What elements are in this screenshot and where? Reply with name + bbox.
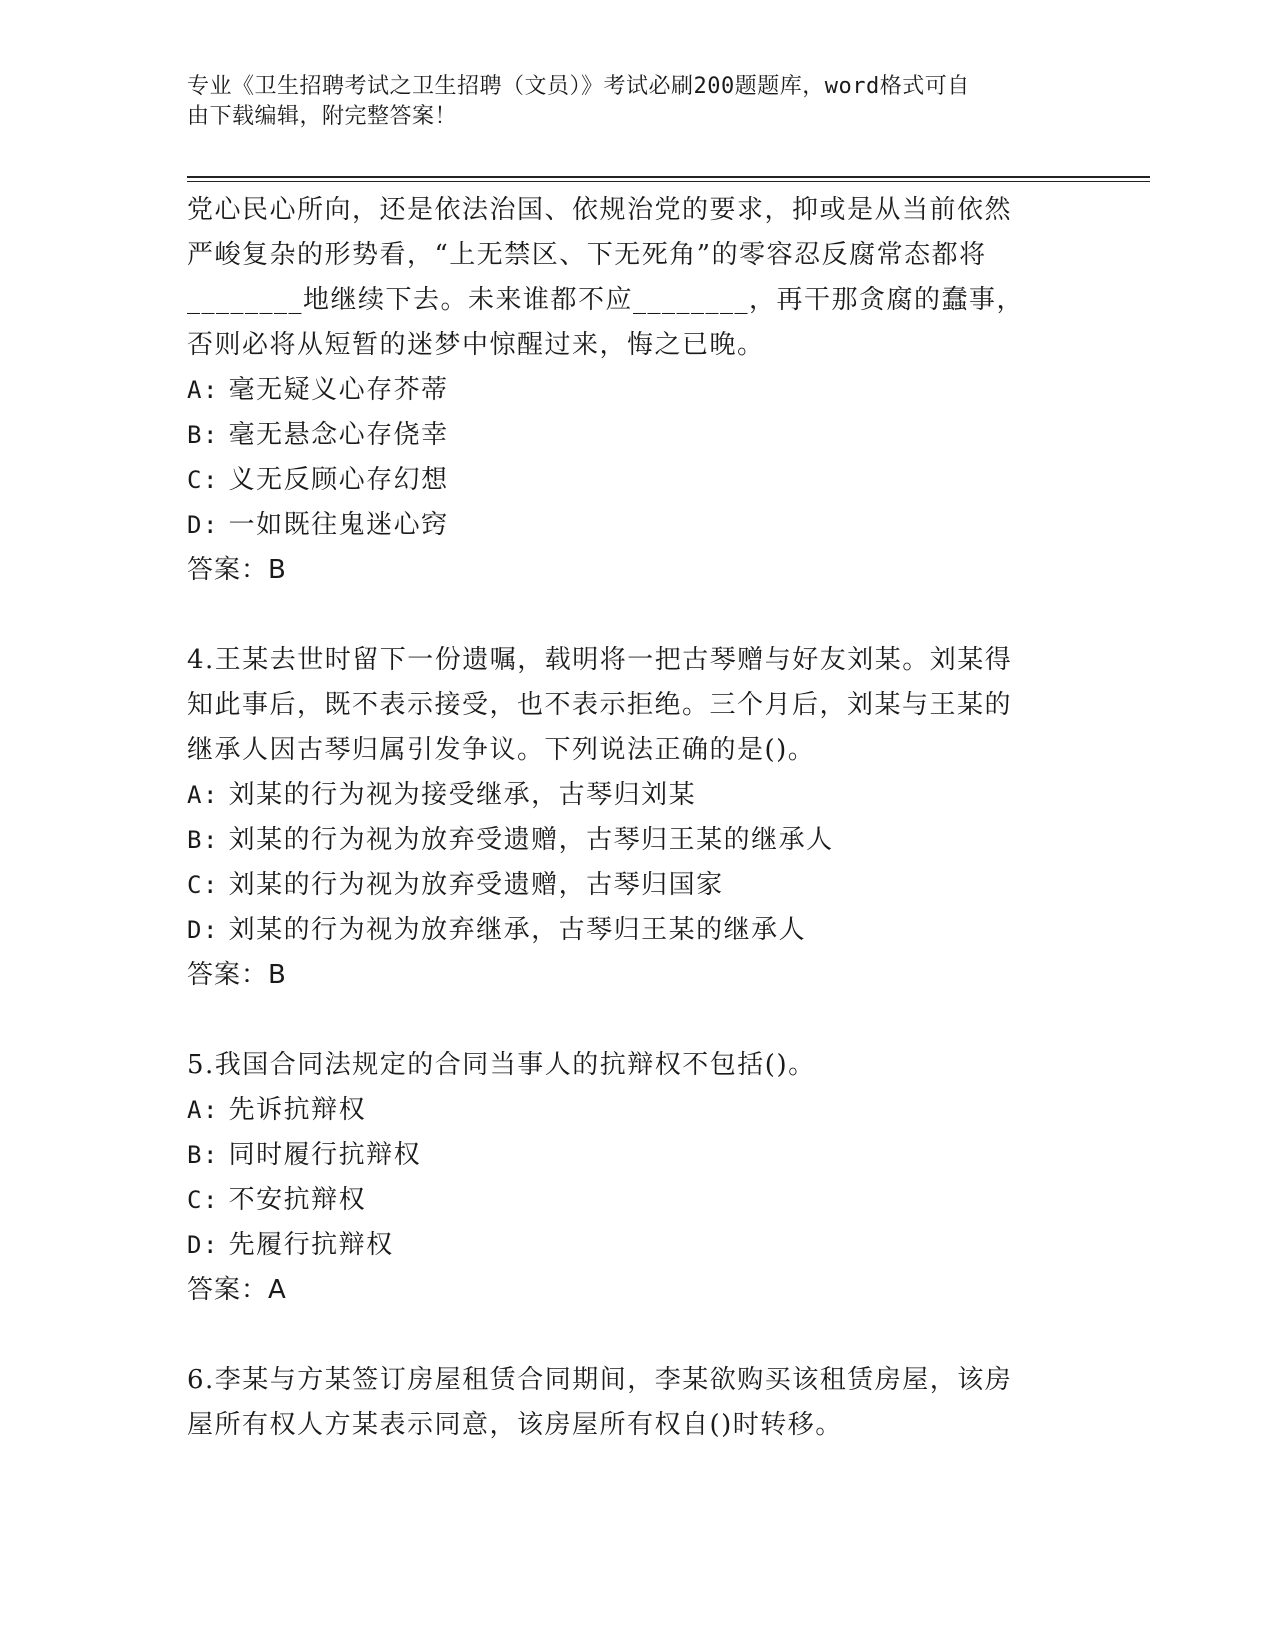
option-c <box>187 458 1067 503</box>
spacer <box>187 998 1067 1043</box>
option-text: 不安抗辩权 <box>228 1185 367 1215</box>
question-text-line: 知此事后，既不表示接受，也不表示拒绝。三个月后，刘某与王某的 <box>187 690 1013 720</box>
option-text: 毫无疑义心存芥蒂 <box>228 375 449 405</box>
question-3 <box>187 188 1067 593</box>
option-text: 毫无悬念心存侥幸 <box>228 420 449 450</box>
option-key: A: <box>187 376 219 404</box>
option-c <box>187 1178 1067 1223</box>
document-header <box>187 72 1067 132</box>
option-text: 刘某的行为视为放弃受遗赠，古琴归王某的继承人 <box>228 825 834 855</box>
question-text-line: 屋所有权人方某表示同意，该房屋所有权自()时转移。 <box>187 1410 843 1440</box>
answer-line: 答案：B <box>187 555 287 585</box>
header-line-1: 专业《卫生招聘考试之卫生招聘（文员）》考试必刷200题题库，word格式可自 <box>187 74 970 99</box>
question-text-line: 4.王某去世时留下一份遗嘱，载明将一把古琴赠与好友刘某。刘某得 <box>187 645 1013 675</box>
option-b <box>187 1133 1067 1178</box>
question-4 <box>187 638 1067 998</box>
question-text-line: 党心民心所向，还是依法治国、依规治党的要求，抑或是从当前依然 <box>187 195 1013 225</box>
question-5 <box>187 1043 1067 1313</box>
option-key: A: <box>187 781 219 809</box>
option-key: C: <box>187 466 219 494</box>
header-line-2: 由下载编辑，附完整答案！ <box>187 104 458 129</box>
question-text-line: ________地继续下去。未来谁都不应________，再干那贪腐的蠢事， <box>187 285 1025 315</box>
question-text-line: 继承人因古琴归属引发争议。下列说法正确的是()。 <box>187 735 816 765</box>
option-key: A: <box>187 1096 219 1124</box>
spacer <box>187 593 1067 638</box>
option-text: 刘某的行为视为放弃受遗赠，古琴归国家 <box>228 870 724 900</box>
option-d <box>187 908 1067 953</box>
question-text-line: 5.我国合同法规定的合同当事人的抗辩权不包括()。 <box>187 1050 816 1080</box>
option-key: C: <box>187 871 219 899</box>
option-key: B: <box>187 421 219 449</box>
option-c <box>187 863 1067 908</box>
question-6 <box>187 1358 1067 1448</box>
answer-line: 答案：A <box>187 1275 287 1305</box>
header-divider <box>187 176 1150 182</box>
option-d <box>187 503 1067 548</box>
option-text: 先诉抗辩权 <box>228 1095 367 1125</box>
option-text: 一如既往鬼迷心窍 <box>228 510 449 540</box>
option-a <box>187 1088 1067 1133</box>
option-text: 刘某的行为视为接受继承，古琴归刘某 <box>228 780 697 810</box>
option-text: 刘某的行为视为放弃继承，古琴归王某的继承人 <box>228 915 807 945</box>
option-a <box>187 773 1067 818</box>
spacer <box>187 1313 1067 1358</box>
option-text: 同时履行抗辩权 <box>228 1140 422 1170</box>
option-d <box>187 1223 1067 1268</box>
option-text: 义无反顾心存幻想 <box>228 465 449 495</box>
option-key: C: <box>187 1186 219 1214</box>
question-text-line: 否则必将从短暂的迷梦中惊醒过来，悔之已晚。 <box>187 330 765 360</box>
question-text-line: 严峻复杂的形势看，“上无禁区、下无死角”的零容忍反腐常态都将 <box>187 240 987 270</box>
option-key: D: <box>187 511 219 539</box>
option-key: D: <box>187 1231 219 1259</box>
option-b <box>187 818 1067 863</box>
option-a <box>187 368 1067 413</box>
option-key: B: <box>187 826 219 854</box>
answer-line: 答案：B <box>187 960 287 990</box>
option-key: D: <box>187 916 219 944</box>
question-text-line: 6.李某与方某签订房屋租赁合同期间，李某欲购买该租赁房屋，该房 <box>187 1365 1013 1395</box>
question-content <box>187 188 1067 1448</box>
option-key: B: <box>187 1141 219 1169</box>
option-b <box>187 413 1067 458</box>
option-text: 先履行抗辩权 <box>228 1230 394 1260</box>
